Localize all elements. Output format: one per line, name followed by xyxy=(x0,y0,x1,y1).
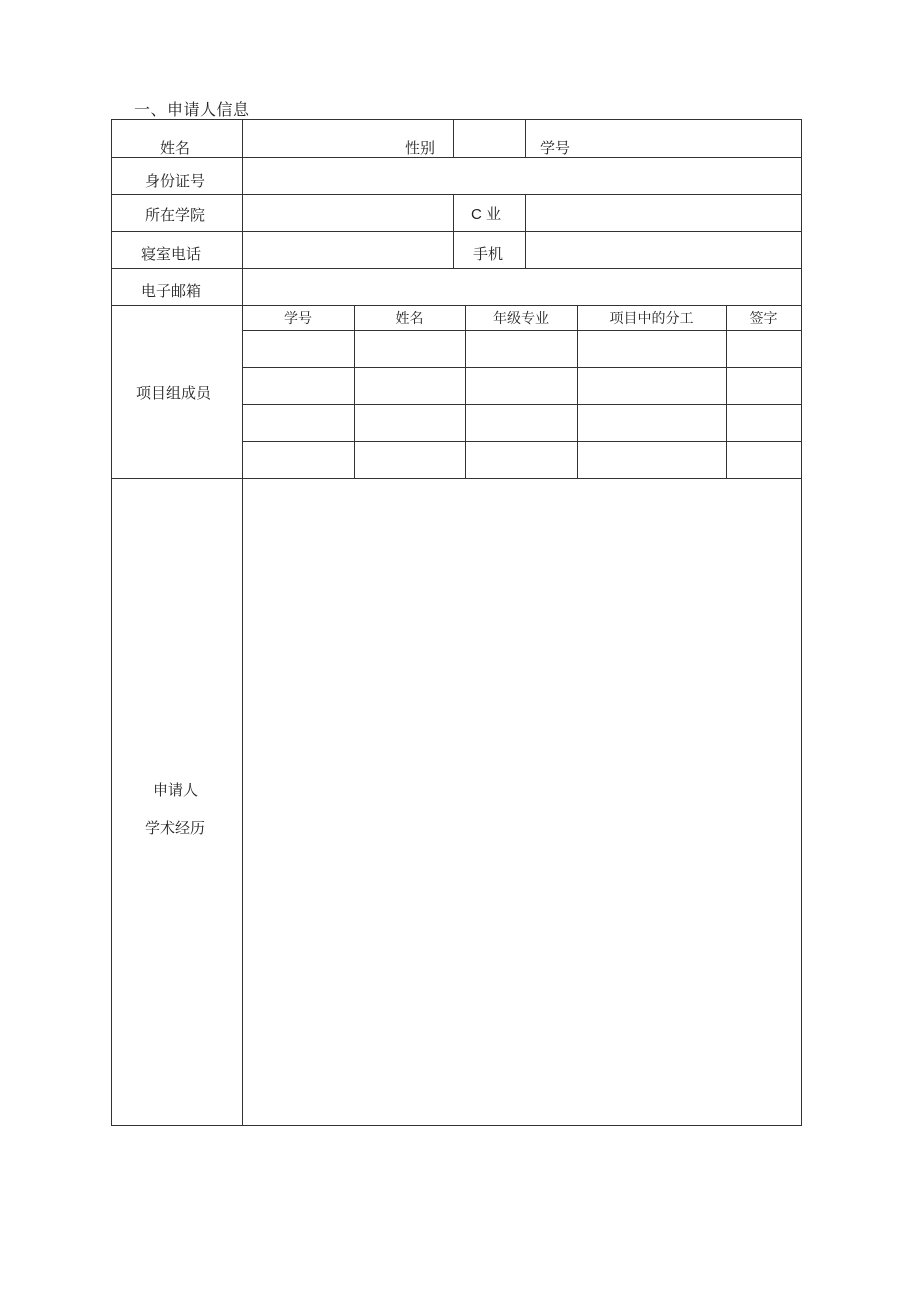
dorm-phone-label: 寝室电话 xyxy=(141,245,202,263)
dorm-phone-field[interactable] xyxy=(243,232,453,268)
email-label: 电子邮箱 xyxy=(141,282,202,300)
experience-field[interactable] xyxy=(243,479,801,1125)
member-row[interactable] xyxy=(243,405,801,441)
member-row[interactable] xyxy=(243,442,801,478)
student-id-label: 学号 xyxy=(540,139,571,157)
row-divider xyxy=(112,305,801,306)
mobile-field[interactable] xyxy=(526,232,801,268)
members-header-student-id: 学号 xyxy=(284,311,312,327)
members-header-signature: 签字 xyxy=(749,311,778,327)
members-header-grade-major: 年级专业 xyxy=(493,311,549,327)
column-divider xyxy=(453,194,454,268)
name-field[interactable] xyxy=(243,120,453,157)
member-row[interactable] xyxy=(243,368,801,404)
gender-label: 性别 xyxy=(405,139,436,157)
members-header-role: 项目中的分工 xyxy=(609,311,694,327)
members-header-name: 姓名 xyxy=(395,311,424,327)
members-label: 项目组成员 xyxy=(136,384,212,402)
id-number-label: 身份证号 xyxy=(145,172,206,190)
major-field[interactable] xyxy=(526,195,801,231)
student-id-field[interactable] xyxy=(526,120,801,157)
mobile-label: 手机 xyxy=(473,245,504,263)
college-field[interactable] xyxy=(243,195,453,231)
experience-label-line2: 学术经历 xyxy=(145,819,206,837)
name-label: 姓名 xyxy=(160,139,191,157)
id-number-field[interactable] xyxy=(243,158,801,194)
experience-label-line1: 申请人 xyxy=(153,781,199,799)
major-label: C 业 xyxy=(471,206,502,223)
member-row[interactable] xyxy=(243,331,801,367)
email-field[interactable] xyxy=(243,269,801,305)
gender-field[interactable] xyxy=(454,120,525,157)
section-title: 一、申请人信息 xyxy=(134,100,250,119)
college-label: 所在学院 xyxy=(145,206,206,224)
applicant-info-form xyxy=(111,119,802,1126)
